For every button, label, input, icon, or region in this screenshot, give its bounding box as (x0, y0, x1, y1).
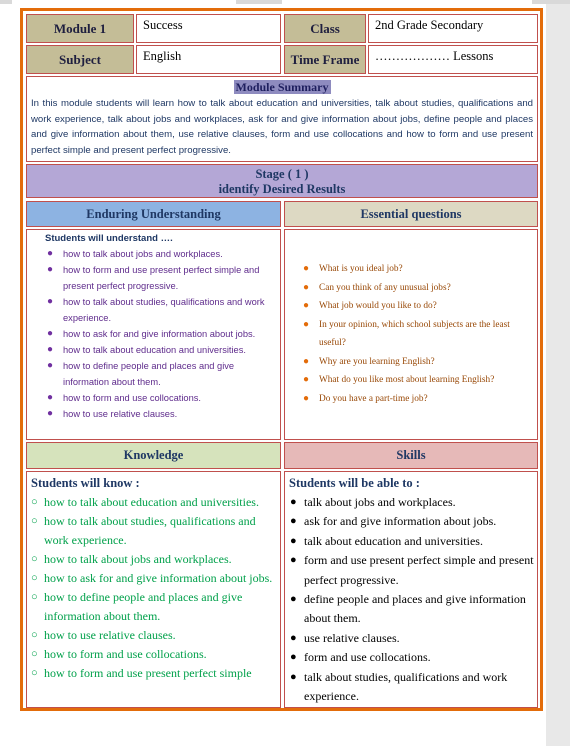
bullet-icon: ● (303, 263, 310, 274)
bullet-icon: ● (47, 392, 54, 403)
bullet-icon: ● (290, 534, 297, 547)
knowledge-item (31, 569, 280, 588)
essential-question-item (303, 279, 537, 298)
bullet-icon: ● (47, 264, 54, 275)
skill-item (290, 493, 537, 512)
bullet-icon: ● (47, 344, 54, 355)
timeframe-value: ……………… Lessons (368, 45, 538, 74)
essential-question-item-text: Can you think of any unusual jobs? (319, 282, 451, 293)
knowledge-item (31, 588, 280, 626)
bullet-icon: ○ (31, 515, 38, 527)
essential-list (285, 260, 537, 408)
skills-body (284, 471, 538, 708)
enduring-item (47, 390, 280, 406)
bullet-icon: ● (290, 515, 297, 528)
skill-item (290, 590, 537, 629)
skill-item (290, 668, 537, 707)
stage-subtitle: identify Desired Results (218, 182, 346, 196)
stage-banner (26, 164, 538, 198)
enduring-item (47, 406, 280, 422)
knowledge-body (26, 471, 281, 708)
skill-item-text: define people and places and give information about them. (304, 592, 526, 626)
skill-item-text: talk about education and universities. (304, 533, 483, 548)
enduring-item (47, 358, 280, 390)
timeframe-label: Time Frame (284, 45, 366, 74)
knowledge-item (31, 626, 280, 645)
skill-item (290, 532, 537, 551)
module-label: Module 1 (26, 14, 134, 43)
summary-title: Module Summary (235, 80, 329, 94)
essential-question-item-text: What job would you like to do? (319, 301, 437, 311)
class-value: 2nd Grade Secondary (368, 14, 538, 43)
bullet-icon: ○ (31, 667, 38, 679)
essential-question-item-text: What do you like most about learning English? (319, 375, 495, 385)
bullet-icon: ● (290, 631, 297, 644)
essential-question-item-text: In your opinion, which school subjects are the least useful? (319, 319, 510, 348)
skill-item (290, 551, 537, 590)
bullet-icon: ● (303, 281, 310, 293)
knowledge-item (31, 512, 280, 550)
bullet-icon: ○ (31, 648, 38, 660)
bullet-icon: ● (47, 328, 54, 339)
knowledge-header: Knowledge (26, 442, 281, 469)
skill-item (290, 629, 537, 648)
skills-intro: Students will be able to : (289, 476, 420, 490)
skills-list (285, 493, 537, 706)
knowledge-item-text: how to talk about education and universities. (44, 495, 259, 509)
enduring-intro: Students will understand …. (45, 233, 173, 244)
skill-item (290, 512, 537, 531)
knowledge-item (31, 493, 280, 512)
knowledge-item-text: how to form and use collocations. (44, 647, 207, 661)
enduring-item-text: how to use relative clauses. (63, 409, 178, 419)
knowledge-item (31, 550, 280, 569)
module-plan-frame (20, 8, 543, 711)
knowledge-intro: Students will know : (31, 476, 140, 490)
module-value: Success (136, 14, 281, 43)
essential-question-item (303, 371, 537, 390)
bullet-icon: ● (290, 593, 297, 606)
enduring-list (27, 246, 280, 422)
knowledge-item-text: how to form and use present perfect simple (44, 666, 252, 680)
skill-item-text: form and use present perfect simple and present perfect progressive. (304, 553, 534, 587)
enduring-item-text: how to talk about education and universities. (63, 345, 246, 355)
essential-question-item-text: Why are you learning English? (319, 356, 435, 367)
skill-item-text: form and use collocations. (304, 650, 431, 665)
knowledge-item-text: how to define people and places and give information about them. (44, 590, 243, 623)
bullet-icon: ● (47, 408, 54, 419)
summary-text: In this module students will learn how to talk about education and universities, talk about studies, qualifications and work experience, talk about jobs and workplaces, ask for and give information about jobs, define people and places and give information about them, use relative clauses, form and use collocations and how to form and use present perfect simple and present perfect progressive. (31, 98, 533, 156)
bullet-icon: ○ (31, 591, 38, 603)
bullet-icon: ○ (31, 572, 38, 584)
bullet-icon: ○ (31, 496, 38, 508)
summary-box (26, 76, 538, 162)
bullet-icon: ● (290, 496, 297, 508)
skill-item-text: talk about jobs and workplaces. (304, 495, 456, 509)
enduring-item-text: how to talk about studies, qualifications and work experience. (63, 297, 265, 323)
enduring-item-text: how to form and use present perfect simple and present perfect progressive. (63, 265, 260, 291)
enduring-item-text: how to define people and places and give information about them. (63, 361, 235, 387)
bullet-icon: ● (303, 318, 310, 330)
bullet-icon: ○ (31, 629, 38, 641)
essential-questions-header: Essential questions (284, 201, 538, 227)
enduring-item-text: how to ask for and give information about jobs. (63, 329, 256, 339)
enduring-understanding-header: Enduring Understanding (26, 201, 281, 227)
essential-question-item-text: What is you ideal job? (319, 264, 403, 274)
skill-item-text: talk about studies, qualifications and work experience. (304, 669, 508, 704)
essential-question-item (303, 390, 537, 409)
enduring-item (47, 342, 280, 358)
enduring-item (47, 246, 280, 262)
essential-question-item (303, 297, 537, 316)
bullet-icon: ● (303, 392, 310, 404)
bullet-icon: ● (290, 554, 297, 567)
enduring-item (47, 262, 280, 294)
essential-question-item (303, 316, 537, 353)
bullet-icon: ● (303, 300, 310, 311)
essential-questions-body (284, 229, 538, 440)
skills-header: Skills (284, 442, 538, 469)
bullet-icon: ● (47, 360, 54, 371)
knowledge-item-text: how to ask for and give information about jobs. (44, 571, 273, 585)
knowledge-item (31, 664, 280, 683)
bullet-icon: ● (303, 374, 310, 385)
enduring-understanding-body (26, 229, 281, 440)
knowledge-item-text: how to talk about jobs and workplaces. (44, 552, 232, 566)
subject-value: English (136, 45, 281, 74)
stage-title: Stage ( 1 ) (255, 167, 309, 181)
skill-item-text: use relative clauses. (304, 630, 400, 645)
bullet-icon: ● (290, 670, 297, 683)
knowledge-item (31, 645, 280, 664)
bullet-icon: ● (47, 296, 54, 307)
page-shadow (546, 4, 570, 746)
enduring-item-text: how to form and use collocations. (63, 393, 201, 403)
bullet-icon: ● (303, 355, 310, 367)
essential-question-item (303, 260, 537, 279)
subject-label: Subject (26, 45, 134, 74)
top-strip (0, 0, 570, 4)
class-label: Class (284, 14, 366, 43)
bullet-icon: ○ (31, 553, 38, 565)
essential-question-item-text: Do you have a part-time job? (319, 393, 428, 404)
knowledge-list (27, 493, 280, 683)
knowledge-item-text: how to talk about studies, qualifications and work experience. (44, 514, 256, 547)
enduring-item (47, 294, 280, 326)
enduring-item-text: how to talk about jobs and workplaces. (63, 249, 223, 259)
enduring-item (47, 326, 280, 342)
skill-item (290, 648, 537, 667)
skill-item-text: ask for and give information about jobs. (304, 514, 497, 529)
knowledge-item-text: how to use relative clauses. (44, 628, 176, 642)
essential-question-item (303, 353, 537, 372)
bullet-icon: ● (47, 248, 54, 259)
bullet-icon: ● (290, 651, 297, 664)
